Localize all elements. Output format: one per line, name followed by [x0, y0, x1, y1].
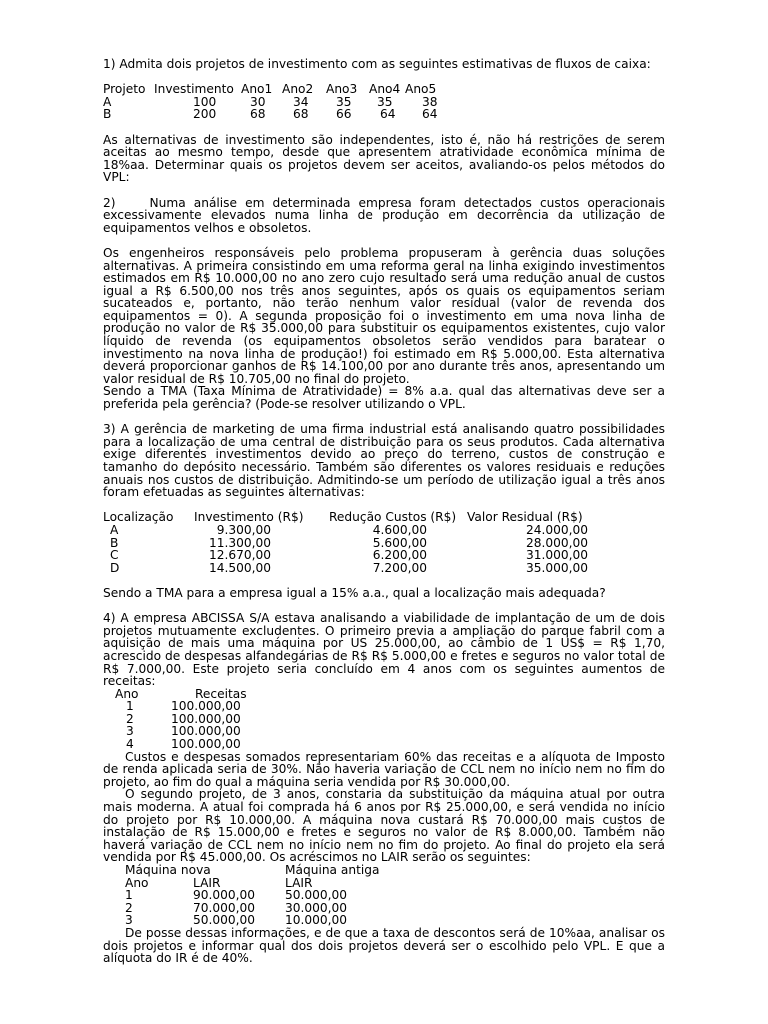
q4-intro: 4) A empresa ABCISSA S/A estava analisando a viabilidade de implantação de um de dois projetos mutuamente excludentes. O primeiro previa a ampliação do parque fabril com a aquisição de mais uma máquina por US 25.000,00, ao câmbio de 1 US$ = R$ 1,70, acrescido de despesas alfandegárias de R$ R$ 5.000,00 e fretes e seguros no valor total de R$ 7.000,00. Este projeto seria concluído em 4 anos com os seguintes aumentos de receitas: [103, 611, 665, 689]
q4-lair-header [103, 877, 665, 890]
q2-intro-text: Numa análise em determinada empresa foram detectados custos operacionais excessivamente elevados numa linha de produção em decorrência da utilização de equipamentos velhos e obsoletos. [103, 195, 665, 235]
q4-rev-cell: 100.000,00 [171, 737, 241, 752]
q4-rev-cell: 100.000,00 [171, 699, 241, 714]
q2-closing: Sendo a TMA (Taxa Mínima de Atratividade) = 8% a.a. qual das alternativas deve ser a preferida pela gerência? (Pode-se resolver utilizando o VPL. [103, 384, 665, 412]
q3-cell: D [110, 560, 120, 575]
q3-closing: Sendo a TMA para a empresa igual a 15% a.a., qual a localização mais adequada? [103, 585, 606, 600]
q4-rev-cell: 100.000,00 [171, 711, 241, 726]
q4-lair-row [103, 902, 665, 915]
q4-revenue-row [103, 738, 665, 751]
exercise-sheet [103, 58, 665, 965]
q3-cell: 7.200,00 [372, 560, 427, 575]
q3-header-investimento: Investimento (R$) [194, 510, 304, 525]
q3-cell: B [110, 535, 119, 550]
q1-cell: 66 [336, 107, 352, 122]
q4-lair-group-nova: Máquina nova [125, 863, 211, 877]
q3-cell: 12.670,00 [208, 548, 271, 563]
q3-cell: 11.300,00 [208, 535, 271, 550]
q4-lair-cell: 1 [125, 888, 133, 903]
q4-rev-header-receitas: Receitas [195, 686, 247, 701]
q3-cell: 35.000,00 [525, 560, 588, 575]
q2-number: 2) [103, 195, 116, 210]
q1-intro: 1) Admita dois projetos de investimento com as seguintes estimativas de fluxos de caixa: [103, 57, 651, 71]
q3-cell: 31.000,00 [525, 548, 588, 563]
q3-cell: 9.300,00 [216, 522, 271, 537]
q4-lair-row [103, 914, 665, 927]
q3-header-reducao: Redução Custos (R$) [329, 510, 457, 525]
q1-cell: 200 [193, 107, 217, 122]
q4-lair-header-antiga: LAIR [285, 875, 313, 890]
q4-rev-cell: 2 [126, 711, 134, 726]
q1-header-ano5: Ano5 [405, 82, 437, 97]
q4-lair-header-ano: Ano [125, 875, 149, 890]
q1-cell: 100 [193, 94, 217, 109]
q3-header-localizacao: Localização [103, 510, 174, 525]
q1-header-ano2: Ano2 [282, 82, 314, 97]
q1-cell: B [103, 107, 112, 122]
q4-lair-row [103, 889, 665, 902]
q1-table-row [103, 108, 665, 121]
q1-table-header [103, 83, 665, 96]
q3-cell: 14.500,00 [208, 560, 271, 575]
q4-rev-cell: 100.000,00 [171, 724, 241, 739]
q1-cell: A [103, 94, 112, 109]
q3-cell: 4.600,00 [372, 522, 427, 537]
q4-lair-cell: 10.000,00 [285, 913, 348, 928]
q1-cell: 35 [377, 94, 393, 109]
q1-cell: 38 [422, 94, 438, 109]
q1-cell: 35 [336, 94, 352, 109]
q1-cell: 68 [250, 107, 266, 122]
q1-header-investimento: Investimento [154, 82, 234, 97]
q4-lair-group-antiga: Máquina antiga [285, 863, 380, 877]
q4-paragraph-2: O segundo projeto, de 3 anos, constaria da substituição da máquina atual por outra mais moderna. A atual foi comprada há 6 anos por R$ 25.000,00, e será vendida no início do projeto por R$ 10.000,00. A máquina nova custará R$ 70.000,00 mais custos de instalação de R$ 15.000,00 e fretes e seguros no valor de R$ 8.000,00. Também não haverá variação de CCL nem no início nem no fim do projeto. Ao final do projeto ela será vendida por R$ 45.000,00. Os acréscimos no LAIR serão os seguintes: [103, 787, 665, 865]
q4-lair-cell: 70.000,00 [193, 900, 256, 915]
q4-rev-cell: 4 [126, 737, 134, 752]
q1-text: As alternativas de investimento são independentes, isto é, não há restrições de serem aceitas ao mesmo tempo, desde que apresentem atratividade econômica mínima de 18%aa. Determinar quais os projetos devem ser aceitos, avaliando-os pelos métodos do VPL: [103, 132, 665, 185]
q4-lair-cell: 30.000,00 [285, 900, 348, 915]
q4-lair-group-header [103, 864, 665, 877]
q4-revenue-row [103, 700, 665, 713]
q3-header-residual: Valor Residual (R$) [467, 510, 583, 525]
q4-lair-cell: 2 [125, 900, 133, 915]
q3-table-row [103, 524, 665, 537]
q3-table-row [103, 549, 665, 562]
q4-lair-cell: 90.000,00 [193, 888, 256, 903]
q2-body: Os engenheiros responsáveis pelo problema propuseram à gerência duas soluções alternativas. A primeira consistindo em uma reforma geral na linha exigindo investimentos estimados em R$ 10.000,00 no ano zero cujo resultado será uma redução anual de custos igual a R$ 6.500,00 nos três anos seguintes, após os quais os equipamentos seriam sucateados e, portanto, não terão nenhum valor residual (valor de revenda dos equipamentos = 0). A segunda proposição foi o investimento em uma nova linha de produção no valor de R$ 35.000,00 para substituir os equipamentos existentes, cujo valor líquido de revenda (os equipamentos obsoletos serão vendidos para baratear o investimento na nova linha de produção!) foi estimado em R$ 5.000,00. Esta alternativa deverá proporcionar ganhos de R$ 14.100,00 por ano durante três anos, apresentando um valor residual de R$ 10.705,00 no final do projeto. [103, 245, 665, 386]
q3-cell: 28.000,00 [525, 535, 588, 550]
q2-intro [103, 197, 665, 235]
q4-lair-header-nova: LAIR [193, 875, 221, 890]
q4-paragraph-1: Custos e despesas somados representariam 60% das receitas e a alíquota de Imposto de renda aplicada seria de 30%. Não haveria variação de CCL nem no início nem no fim do projeto, ao fim do qual a máquina seria vendida por R$ 30.000,00. [103, 749, 665, 789]
q3-cell: C [110, 548, 119, 563]
q4-lair-cell: 50.000,00 [285, 888, 348, 903]
q4-paragraph-3: De posse dessas informações, e de que a taxa de descontos será de 10%aa, analisar os dois projetos e informar qual dos dois projetos deverá ser o escolhido pelo VPL. E que a alíquota do IR é de 40%. [103, 925, 665, 966]
q1-cell: 64 [380, 107, 396, 122]
q1-cell: 68 [293, 107, 309, 122]
q1-header-ano1: Ano1 [241, 82, 273, 97]
q4-rev-header-ano: Ano [115, 686, 139, 701]
q4-rev-cell: 3 [126, 724, 134, 739]
q3-table-row [103, 562, 665, 575]
q3-cell: A [110, 522, 119, 537]
q4-rev-cell: 1 [126, 699, 134, 714]
q1-header-ano3: Ano3 [326, 82, 358, 97]
q1-cell: 30 [250, 94, 266, 109]
q4-lair-cell: 3 [125, 913, 133, 928]
q1-cell: 64 [422, 107, 438, 122]
q1-header-ano4: Ano4 [369, 82, 401, 97]
q1-header-projeto: Projeto [103, 82, 146, 97]
q3-cell: 6.200,00 [372, 548, 427, 563]
q1-cell: 34 [293, 94, 309, 109]
q3-cell: 5.600,00 [372, 535, 427, 550]
q4-lair-cell: 50.000,00 [193, 913, 256, 928]
q3-intro: 3) A gerência de marketing de uma firma industrial está analisando quatro possibilidades para a localização de uma central de distribuição para os seus produtos. Cada alternativa exige diferentes investimentos devido ao preço do terreno, custos de construção e tamanho do depósito necessário. Também são diferentes os valores residuais e reduções anuais nos custos de distribuição. Admitindo-se um período de utilização igual a três anos foram efetuadas as seguintes alternativas: [103, 422, 665, 500]
q3-cell: 24.000,00 [525, 522, 588, 537]
